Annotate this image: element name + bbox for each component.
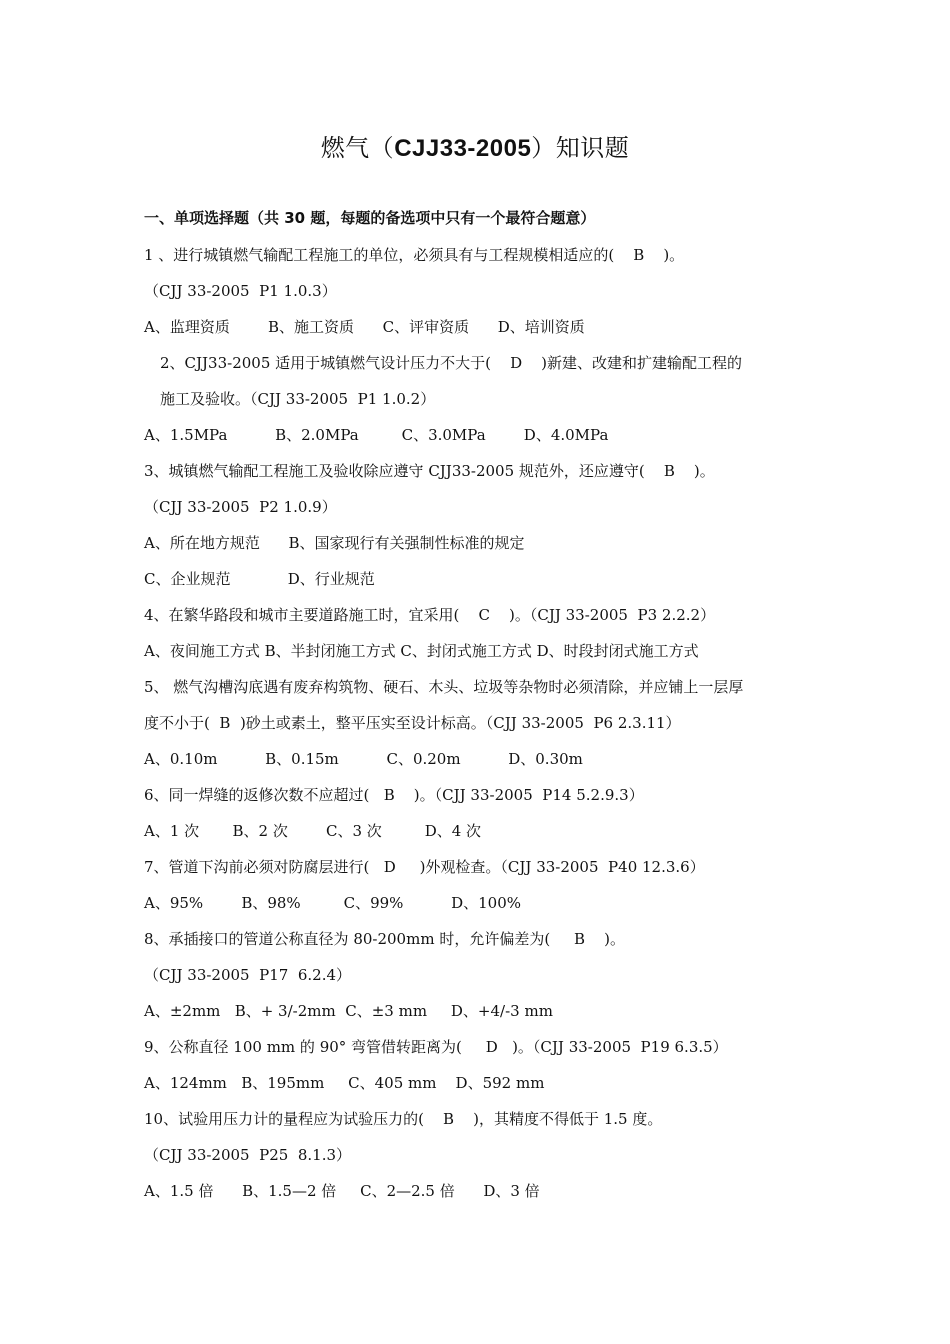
question-line: 1 、进行城镇燃气输配工程施工的单位，必须具有与工程规模相适应的( B )。	[144, 246, 685, 264]
question-line: 施工及验收。（CJJ 33-2005 P1 1.0.2）	[160, 390, 436, 408]
options-line: A、0.10m B、0.15m C、0.20m D、0.30m	[144, 750, 583, 768]
question-line: （CJJ 33-2005 P25 8.1.3）	[144, 1146, 352, 1164]
question-line: （CJJ 33-2005 P17 6.2.4）	[144, 966, 352, 984]
page-title	[0, 128, 950, 163]
options-line: A、1.5 倍 B、1.5—2 倍 C、2—2.5 倍 D、3 倍	[144, 1182, 540, 1200]
question-line: 5、 燃气沟槽沟底遇有废弃构筑物、硬石、木头、垃圾等杂物时必须清除，并应铺上一层厚	[144, 678, 744, 696]
options-line: A、±2mm B、+ 3/-2mm C、±3 mm D、+4/-3 mm	[144, 1002, 553, 1020]
options-line: A、所在地方规范 B、国家现行有关强制性标准的规定	[144, 534, 525, 552]
question-line: （CJJ 33-2005 P2 1.0.9）	[144, 498, 337, 516]
options-line: C、企业规范 D、行业规范	[144, 570, 375, 588]
question-line: 8、承插接口的管道公称直径为 80-200mm 时，允许偏差为( B )。	[144, 930, 625, 948]
question-line: 2、CJJ33-2005 适用于城镇燃气设计压力不大于( D )新建、改建和扩建输配工程的	[160, 354, 743, 372]
title-prefix: 燃气（	[320, 134, 395, 162]
options-line: A、监理资质 B、施工资质 C、评审资质 D、培训资质	[144, 318, 585, 336]
question-line: 9、公称直径 100 mm 的 90° 弯管借转距离为( D )。（CJJ 33-2005 P19 6.3.5）	[144, 1038, 728, 1056]
options-line: A、95% B、98% C、99% D、100%	[144, 894, 521, 912]
options-line: A、夜间施工方式 B、半封闭施工方式 C、封闭式施工方式 D、时段封闭式施工方式	[144, 642, 699, 660]
question-line: 6、同一焊缝的返修次数不应超过( B )。（CJJ 33-2005 P14 5.2.9.3）	[144, 786, 644, 804]
options-line: A、1.5MPa B、2.0MPa C、3.0MPa D、4.0MPa	[144, 426, 609, 444]
question-line: 10、试验用压力计的量程应为试验压力的( B )，其精度不得低于 1.5 度。	[144, 1110, 663, 1128]
question-line: 7、管道下沟前必须对防腐层进行( D )外观检查。（CJJ 33-2005 P40 12.3.6）	[144, 858, 705, 876]
question-line: （CJJ 33-2005 P1 1.0.3）	[144, 282, 337, 300]
title-suffix: ）知识题	[531, 134, 630, 162]
title-code: CJJ33-2005	[394, 135, 532, 162]
question-line: 4、在繁华路段和城市主要道路施工时，宜采用( C )。（CJJ 33-2005 P3 2.2.2）	[144, 606, 716, 624]
question-line: 度不小于( B )砂土或素土，整平压实至设计标高。（CJJ 33-2005 P6 2.3.11）	[144, 714, 681, 732]
options-line: A、124mm B、195mm C、405 mm D、592 mm	[144, 1074, 545, 1092]
options-line: A、1 次 B、2 次 C、3 次 D、4 次	[144, 822, 482, 840]
section-heading: 一、单项选择题（共 30 题，每题的备选项中只有一个最符合题意）	[144, 209, 596, 227]
question-line: 3、城镇燃气输配工程施工及验收除应遵守 CJJ33-2005 规范外，还应遵守( B )。	[144, 462, 715, 480]
